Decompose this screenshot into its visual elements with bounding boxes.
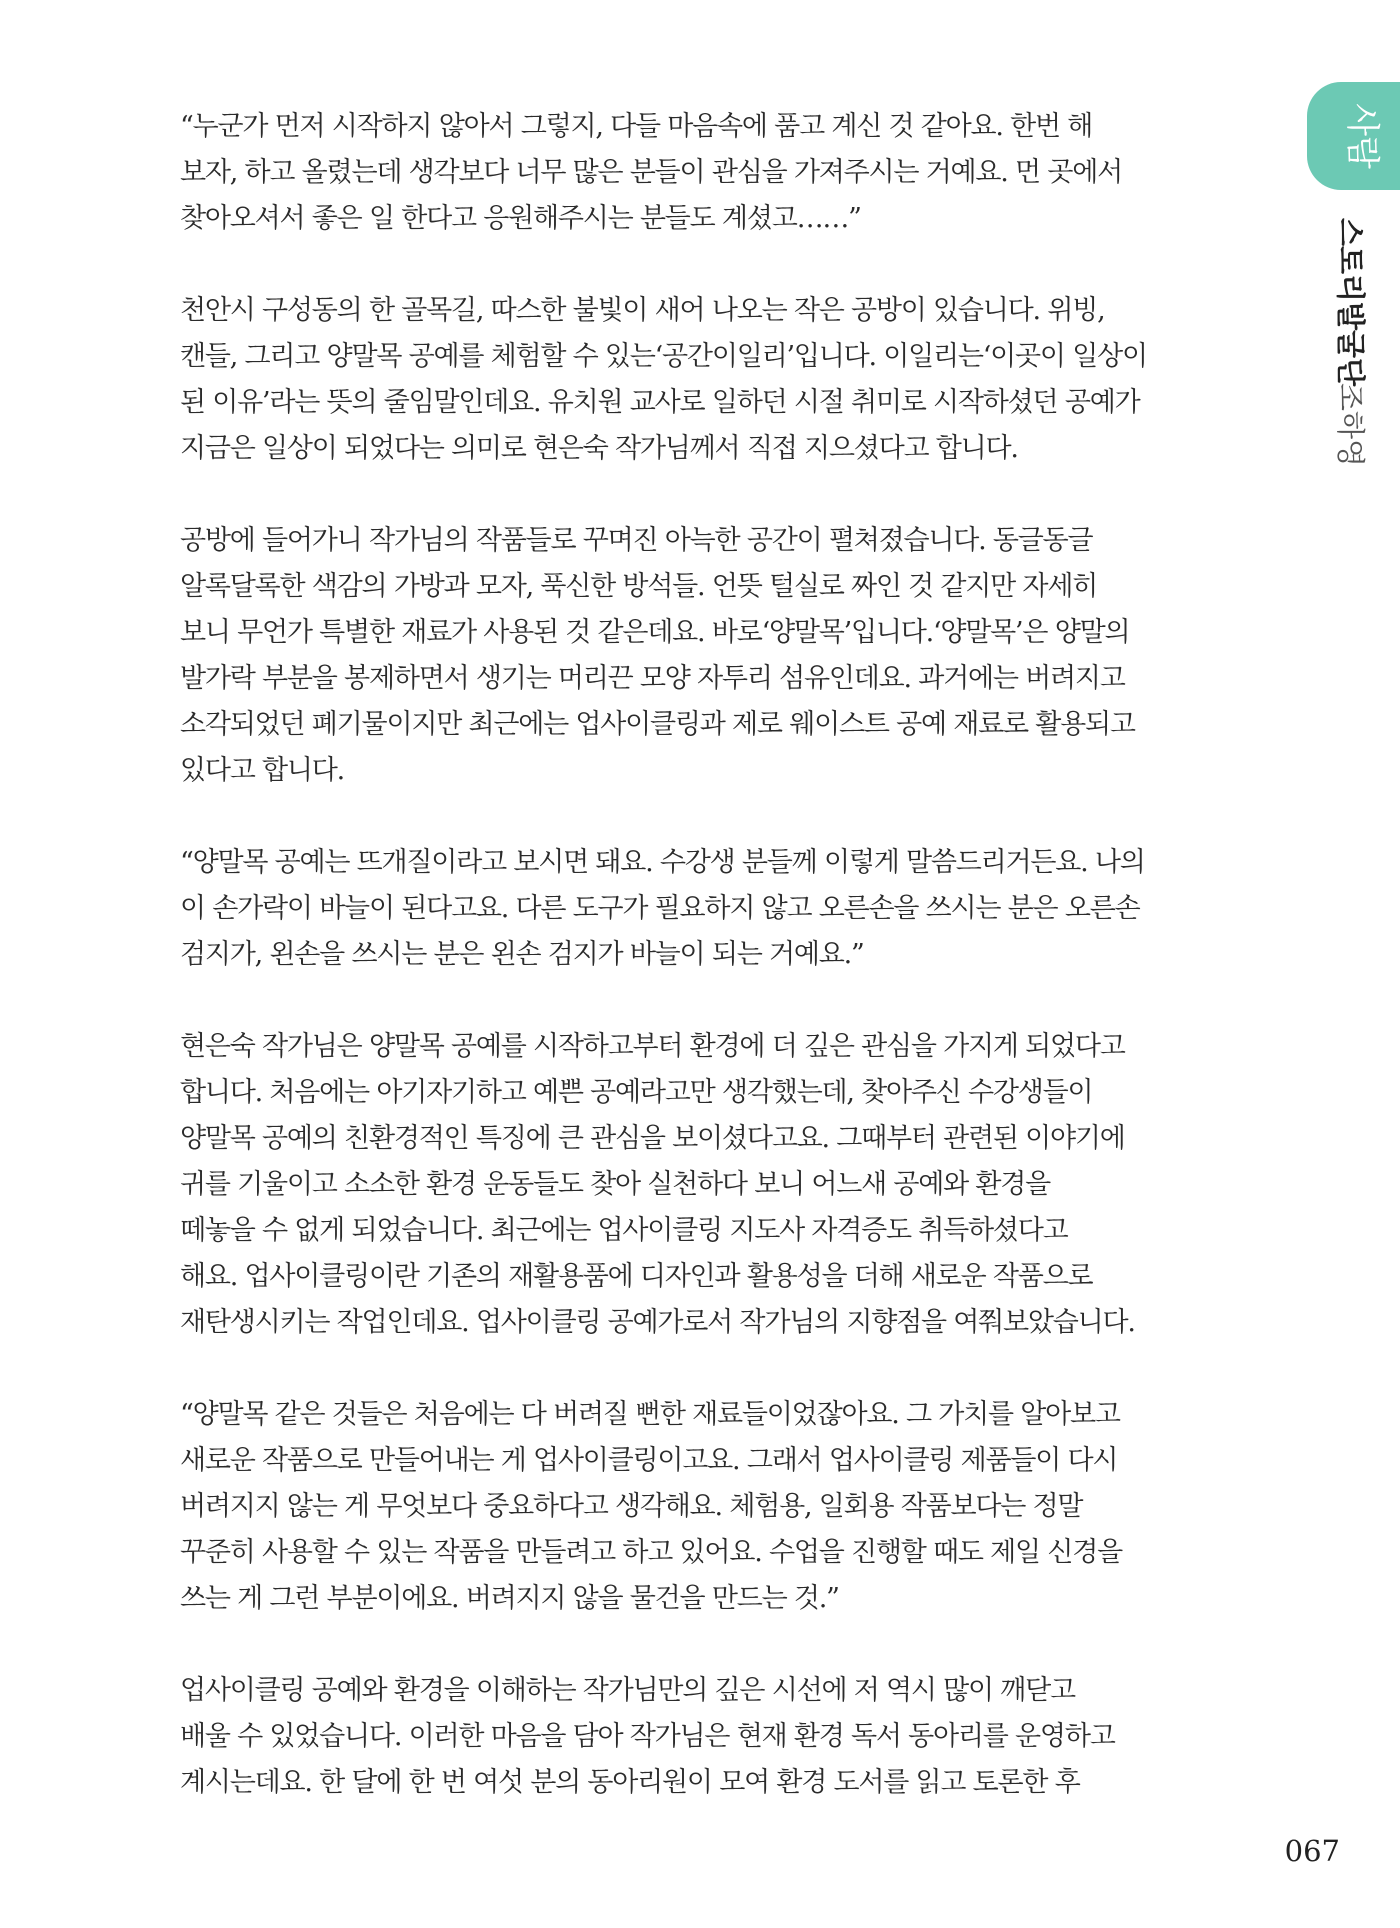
text-line: 귀를 기울이고 소소한 환경 운동들도 찾아 실천하다 보니 어느새 공예와 환경을 [180,1169,1051,1200]
text-line: 보자, 하고 올렸는데 생각보다 너무 많은 분들이 관심을 가져주시는 거예요. 먼 곳에서 [180,157,1122,188]
text-line: 해요. 업사이클링이란 기존의 재활용품에 디자인과 활용성을 더해 새로운 작품으로 [180,1261,1093,1292]
section-author [1328,383,1372,474]
text-line: 된 이유’라는 뜻의 줄임말인데요. 유치원 교사로 일하던 시절 취미로 시작하셨던 공예가 [180,387,1140,418]
text-line: 떼놓을 수 없게 되었습니다. 최근에는 업사이클링 지도사 자격증도 취득하셨다고 [180,1215,1068,1246]
text-line: 공방에 들어가니 작가님의 작품들로 꾸며진 아늑한 공간이 펼쳐졌습니다. 동글동글 [180,525,1093,556]
text-line: 쓰는 게 그런 부분이에요. 버려지지 않을 물건을 만드는 것.” [180,1583,839,1614]
paragraph [180,1668,1160,1806]
text-line: 배울 수 있었습니다. 이러한 마음을 담아 작가님은 현재 환경 독서 동아리를 운영하고 [180,1721,1115,1752]
section-title [1328,218,1372,393]
text-line: 보니 무언가 특별한 재료가 사용된 것 같은데요. 바로‘양말목’입니다.‘양말목’은 양말의 [180,617,1130,648]
text-line: 합니다. 처음에는 아기자기하고 예쁜 공예라고만 생각했는데, 찾아주신 수강생들이 [180,1077,1093,1108]
article-body [180,104,1160,1852]
page-number: 067 [1284,1834,1340,1868]
text-line: 소각되었던 폐기물이지만 최근에는 업사이클링과 제로 웨이스트 공예 재료로 활용되고 [180,709,1135,740]
vertical-text: 스토리발굴단 [1333,218,1368,387]
text-line: 재탄생시키는 작업인데요. 업사이클링 공예가로서 작가님의 지향점을 여쭤보았습니다. [180,1307,1135,1338]
paragraph [180,1392,1160,1622]
text-line: 검지가, 왼손을 쓰시는 분은 왼손 검지가 바늘이 되는 거예요.” [180,939,864,970]
text-line: 발가락 부분을 봉제하면서 생기는 머리끈 모양 자투리 섬유인데요. 과거에는 버려지고 [180,663,1125,694]
side-tab-label: 사람 [1342,103,1382,169]
text-line: 새로운 작품으로 만들어내는 게 업사이클링이고요. 그래서 업사이클링 제품들이 다시 [180,1445,1118,1476]
text-line: 계시는데요. 한 달에 한 번 여섯 분의 동아리원이 모여 환경 도서를 읽고 토론한 후 [180,1767,1080,1798]
text-line: 양말목 공예의 친환경적인 특징에 큰 관심을 보이셨다고요. 그때부터 관련된 이야기에 [180,1123,1125,1154]
text-line: 버려지지 않는 게 무엇보다 중요하다고 생각해요. 체험용, 일회용 작품보다는 정말 [180,1491,1083,1522]
text-line: “양말목 공예는 뜨개질이라고 보시면 돼요. 수강생 분들께 이렇게 말씀드리거든요. 나의 [180,847,1145,878]
text-line: “양말목 같은 것들은 처음에는 다 버려질 뻔한 재료들이었잖아요. 그 가치를 알아보고 [180,1399,1120,1430]
text-line: 이 손가락이 바늘이 된다고요. 다른 도구가 필요하지 않고 오른손을 쓰시는 분은 오른손 [180,893,1140,924]
paragraph [180,1024,1160,1346]
paragraph [180,288,1160,472]
paragraph [180,840,1160,978]
paragraph [180,104,1160,242]
paragraph [180,518,1160,794]
text-line: 천안시 구성동의 한 골목길, 따스한 불빛이 새어 나오는 작은 공방이 있습니다. 위빙, [180,295,1105,326]
text-line: 업사이클링 공예와 환경을 이해하는 작가님만의 깊은 시선에 저 역시 많이 깨닫고 [180,1675,1075,1706]
text-line: 알록달록한 색감의 가방과 모자, 푹신한 방석들. 언뜻 털실로 짜인 것 같지만 자세히 [180,571,1098,602]
vertical-text: 조하영 [1333,383,1368,468]
text-line: 현은숙 작가님은 양말목 공예를 시작하고부터 환경에 더 깊은 관심을 가지게 되었다고 [180,1031,1125,1062]
text-line: 캔들, 그리고 양말목 공예를 체험할 수 있는‘공간이일리’입니다. 이일리는‘이곳이 일상이 [180,341,1147,372]
text-line: “누군가 먼저 시작하지 않아서 그렇지, 다들 마음속에 품고 계신 것 같아요. 한번 해 [180,111,1093,142]
text-line: 꾸준히 사용할 수 있는 작품을 만들려고 하고 있어요. 수업을 진행할 때도 제일 신경을 [180,1537,1122,1568]
text-line: 찾아오셔서 좋은 일 한다고 응원해주시는 분들도 계셨고……” [180,203,861,234]
text-line: 지금은 일상이 되었다는 의미로 현은숙 작가님께서 직접 지으셨다고 합니다. [180,433,1018,464]
text-line: 있다고 합니다. [180,755,345,786]
